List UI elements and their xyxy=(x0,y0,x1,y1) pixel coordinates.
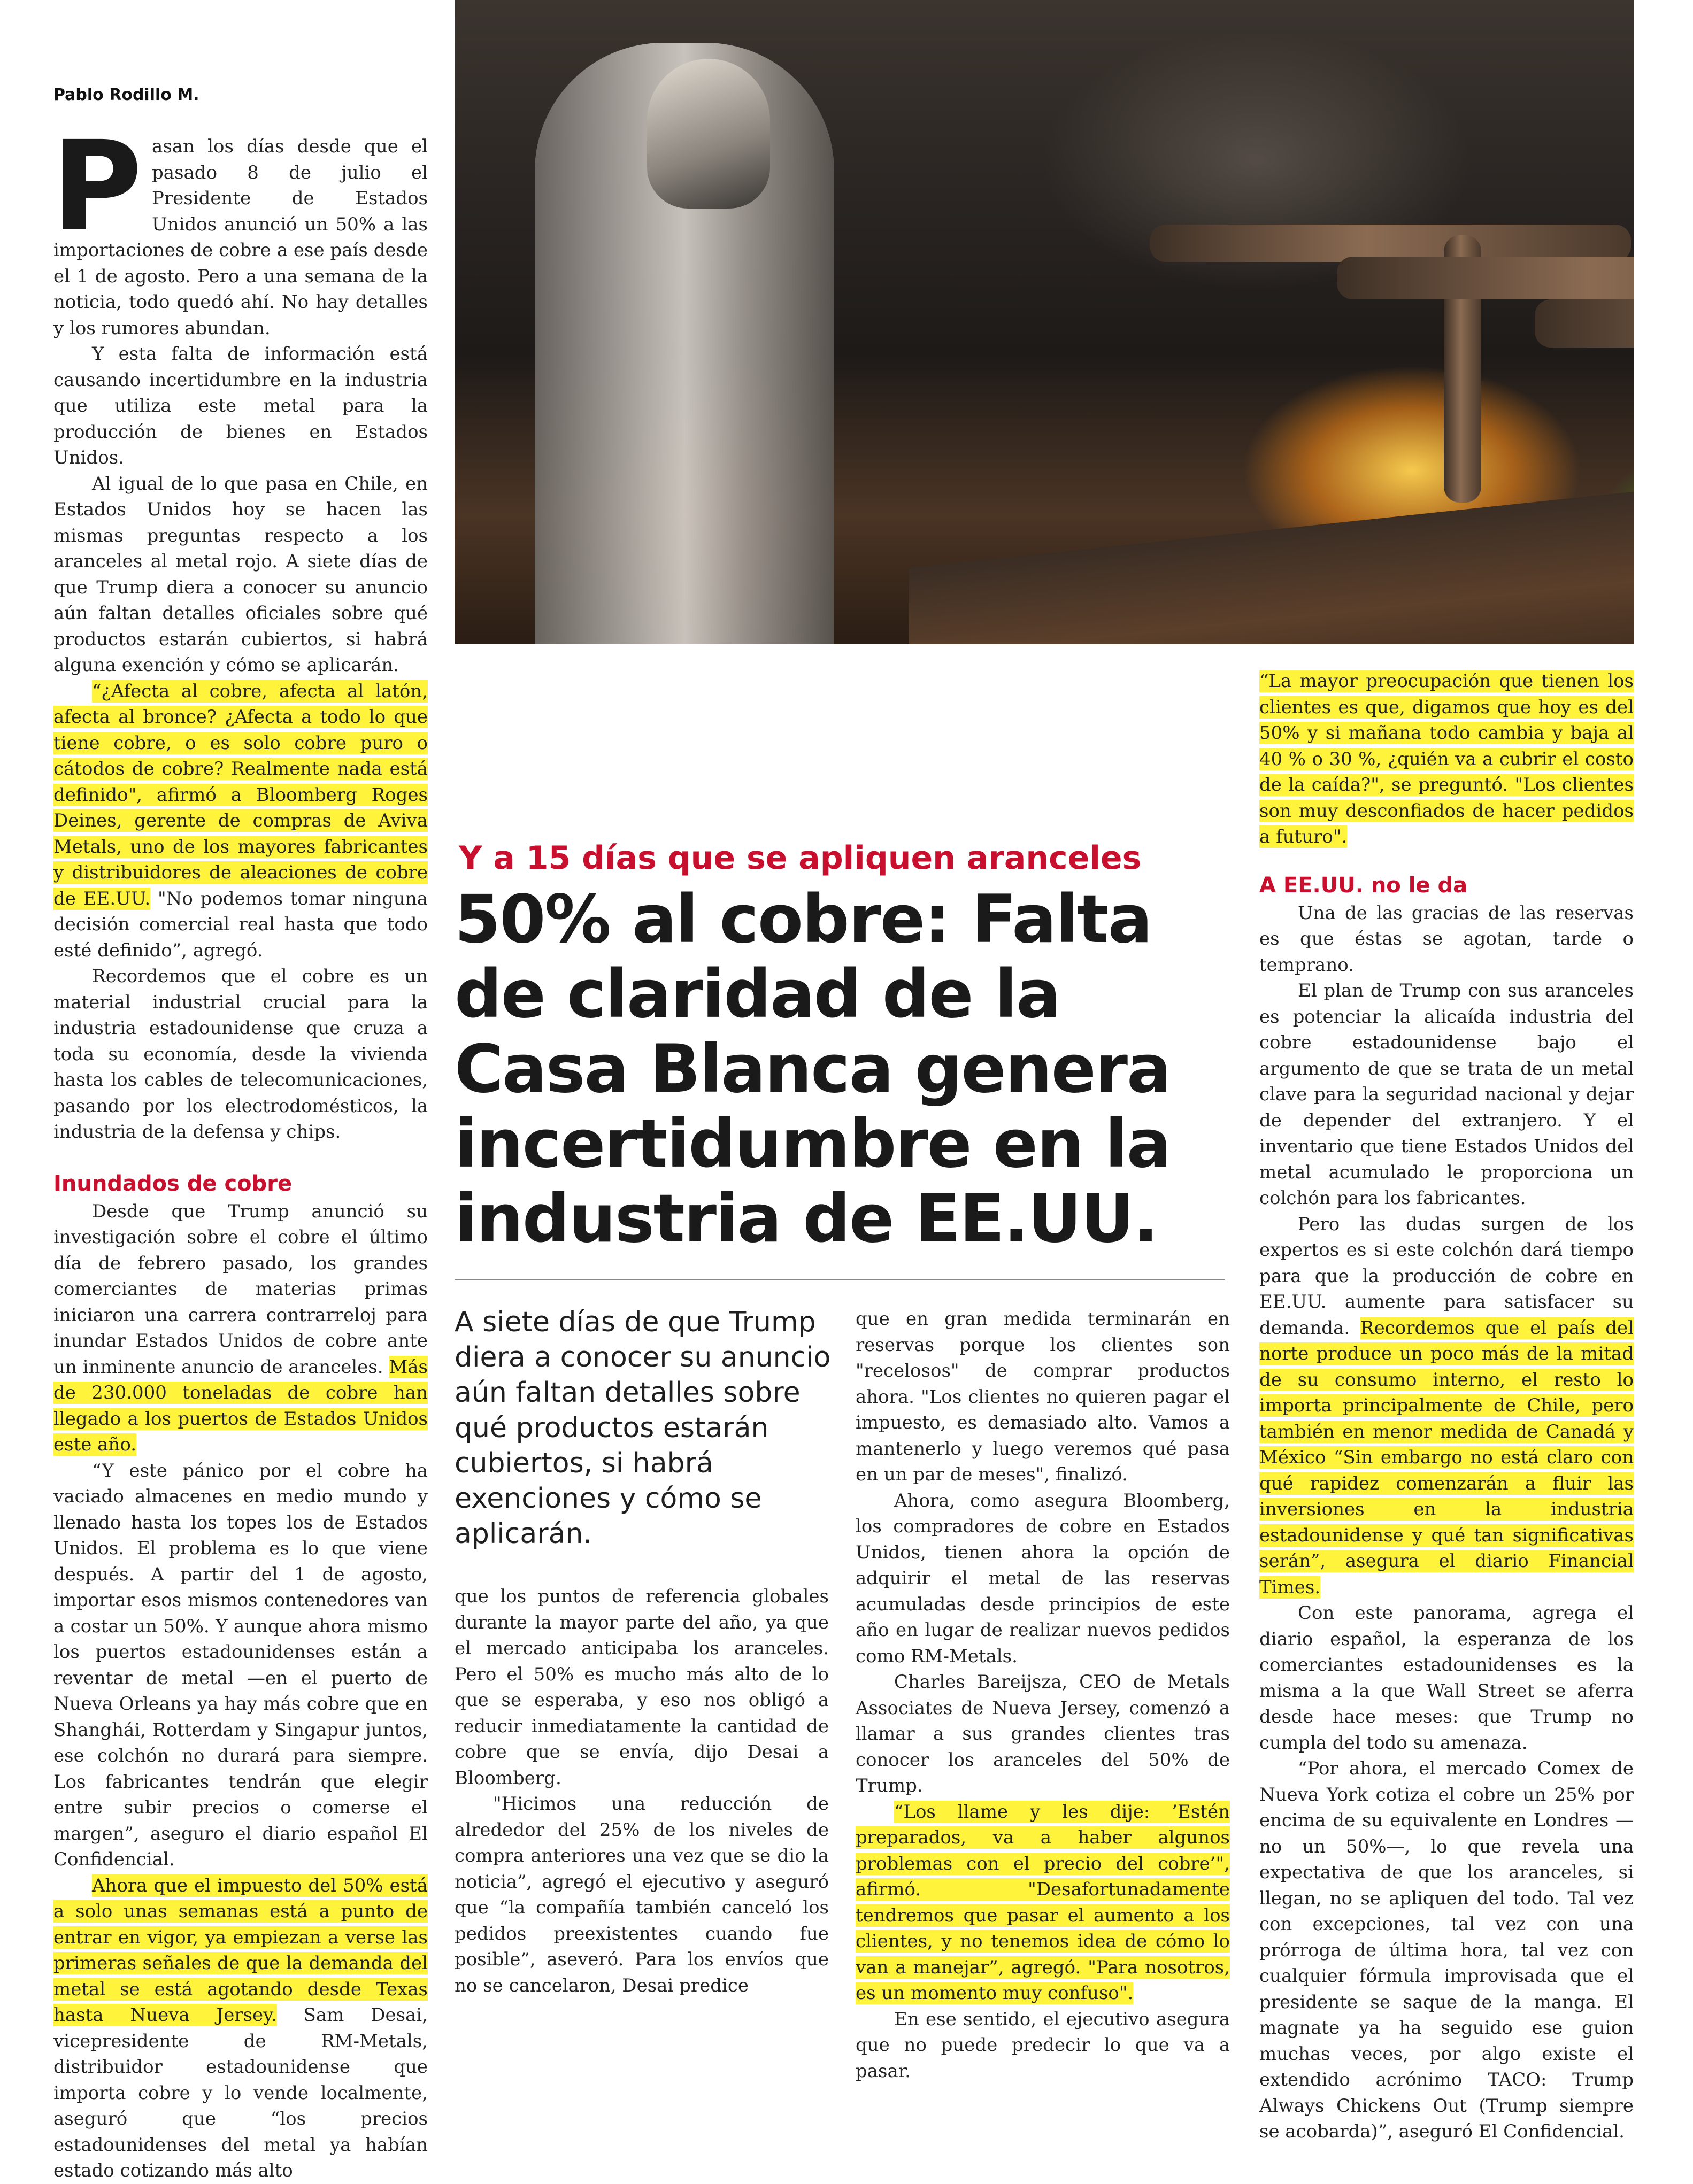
dropcap: P xyxy=(51,114,143,259)
headline: 50% al cobre: Falta de claridad de la Casa Blanca genera incertidumbre en la industria de EE.UU. xyxy=(455,881,1171,1257)
byline: Pablo Rodillo M. xyxy=(53,86,199,104)
main-photo xyxy=(455,0,1634,644)
paragraph: Desde que Trump anunció su investigación sobre el cobre el último día de febrero pasado, los grandes comerciantes de materias primas iniciaron una carrera contrarreloj para inundar Estados Unidos de cobre ante un inminente anuncio de aranceles. Más de 230.000 toneladas de cobre han llegado a los puertos de Estados Unidos este año. xyxy=(53,1200,428,1455)
divider-rule xyxy=(455,1279,1225,1280)
photo-notch xyxy=(1235,644,1634,650)
subheading-inundados: Inundados de cobre xyxy=(53,1171,293,1196)
paragraph: Con este panorama, agrega el diario español, la esperanza de los comerciantes estadounidenses es la misma a la que Wall Street se aferra desde hace meses: que Trump no cumpla del todo su amenaza. xyxy=(1259,1602,1634,1754)
highlighted-quote: “La mayor preocupación que tienen los clientes es que, digamos que hoy es del 50% y si mañana todo cambia y baja al 40 % o 30 %, ¿quién va a cubrir el costo de la caída?", se preguntó. "Los clientes son muy desconfiados de hacer pedidos a futuro". xyxy=(1259,670,1634,847)
column-1 xyxy=(51,114,428,2184)
photo-worker-visor xyxy=(647,59,770,209)
highlighted-quote: “Los llame y les dije: ’Estén preparados, va a haber algunos problemas con el precio del cobre’", afirmó. "Desafortunadamente tendremos que pasar el aumento a los clientes, y no tenemos idea de cómo lo van a manejar”, agregó. "Para nosotros, es un momento muy confuso". xyxy=(856,1801,1230,2004)
highlighted-text: Ahora que el impuesto del 50% está a solo unas semanas está a punto de entrar en vigor, ya empiezan a verse las primeras señales de que la demanda del metal se está agotando desde Texas hasta Nueva Jersey. xyxy=(53,1874,428,2026)
highlighted-text: Más de 230.000 toneladas de cobre han llegado a los puertos de Estados Unidos este año. xyxy=(53,1356,428,1455)
highlighted-text: Recordemos que el país del norte produce un poco más de la mitad de su consumo interno, el resto lo importa principalmente de Chile, pero también en menor medida de Canadá y México “Sin embargo no está claro con qué rapidez comenzarán a fluir las inversiones en la industria estadounidense y qué tan significativas serán”, asegura el diario Financial Times. xyxy=(1259,1317,1634,1598)
photo-furnace-trough xyxy=(909,480,1634,644)
paragraph: "Hicimos una reducción de alrededor del 25% de los niveles de compra anteriores una vez que se dio la noticia”, agregó el ejecutivo y aseguró que “la compañía también canceló los pedidos preexistentes cuando fue posible”, aseveró. Para los envíos que no se cancelaron, Desai predice xyxy=(455,1793,829,1996)
paragraph: Recordemos que el cobre es un material industrial crucial para la industria estadounidense que cruza a toda su economía, desde la vivienda hasta los cables de telecomunicaciones, pasando por los electrodomésticos, la industria de la defensa y chips. xyxy=(53,966,428,1143)
paragraph: que en gran medida terminarán en reservas porque los clientes son "recelosos" de comprar productos ahora. "Los clientes no quieren pagar el impuesto, es demasiado alto. Vamos a mantenerlo y luego veremos qué pasa en un par de meses", finalizó. xyxy=(856,1308,1230,1485)
highlighted-quote: “¿Afecta al cobre, afecta al latón, afecta al bronce? ¿Afecta a todo lo que tiene cobre, o es solo cobre puro o cátodos de cobre? Realmente nada está definido", afirmó a Bloomberg Roges Deines, gerente de compras de Aviva Metals, uno de los mayores fabricantes y distribuidores de aleaciones de cobre de EE.UU. xyxy=(53,680,428,909)
paragraph: Una de las gracias de las reservas es que éstas se agotan, tarde o temprano. xyxy=(1259,902,1634,976)
column-3 xyxy=(856,1306,1230,2084)
photo-pipe xyxy=(1535,299,1634,348)
paragraph: En ese sentido, el ejecutivo asegura que no puede predecir lo que va a pasar. xyxy=(856,2008,1230,2082)
paragraph: Ahora que el impuesto del 50% está a solo unas semanas está a punto de entrar en vigor, ya empiezan a verse las primeras señales de que la demanda del metal se está agotando desde Texas hasta Nueva Jersey. Sam Desai, vicepresidente de RM-Metals, distribuidor estadounidense que importa cobre y lo vende localmente, aseguró que “los precios estadounidenses del metal ya habían estado cotizando más alto xyxy=(53,1874,428,2181)
kicker: Y a 15 días que se apliquen aranceles xyxy=(459,839,1142,877)
paragraph: “Y este pánico por el cobre ha vaciado almacenes en medio mundo y llenado hasta los topes los de Estados Unidos. El problema es lo que viene después. A partir del 1 de agosto, importar esos mismos contenedores van a costar un 50%. Y aunque ahora mismo los puertos estadounidenses están a reventar de metal —en el puerto de Nueva Orleans ya hay más cobre que en Shanghái, Rotterdam y Singapur juntos, ese colchón no durará para siempre. Los fabricantes tendrán que elegir entre subir precios o comerse el margen”, aseguro el diario español El Confidencial. xyxy=(53,1460,428,1870)
paragraph: Ahora, como asegura Bloomberg, los compradores de cobre en Estados Unidos, tienen ahora la opción de adquirir el metal de las reservas acumuladas desde principios de este año en lugar de realizar nuevos pedidos como RM-Metals. xyxy=(856,1490,1230,1667)
paragraph: “¿Afecta al cobre, afecta al latón, afecta al bronce? ¿Afecta a todo lo que tiene cobre, o es solo cobre puro o cátodos de cobre? Realmente nada está definido", afirmó a Bloomberg Roges Deines, gerente de compras de Aviva Metals, uno de los mayores fabricantes y distribuidores de aleaciones de cobre de EE.UU. "No podemos tomar ninguna decisión comercial real hasta que todo esté definido”, agregó. xyxy=(53,680,428,961)
deck: A siete días de que Trump diera a conocer su anuncio aún faltan detalles sobre qué productos estarán cubiertos, si habrá exenciones y cómo se aplicarán. xyxy=(455,1306,831,1550)
paragraph xyxy=(856,1799,1230,2006)
paragraph: Y esta falta de información está causando incertidumbre en la industria que utiliza este metal para la producción de bienes en Estados Unidos. xyxy=(53,343,428,468)
subheading-eeuu: A EE.UU. no le da xyxy=(1259,873,1468,898)
paragraph: El plan de Trump con sus aranceles es potenciar la alicaída industria del cobre estadounidense bajo el argumento de que se trata de un metal clave para la seguridad nacional y dejar de depender del extranjero. Y el inventario que tiene Estados Unidos del metal acumulado le proporciona un colchón para los fabricantes. xyxy=(1259,980,1634,1209)
column-2 xyxy=(455,1584,829,1998)
paragraph: Pero las dudas surgen de los expertos es si este colchón dará tiempo para que la producción de cobre en EE.UU. aumente para satisfacer su demanda. Recordemos que el país del norte produce un poco más de la mitad de su consumo interno, el resto lo importa principalmente de Chile, pero también en menor medida de Canadá y México “Sin embargo no está claro con qué rapidez comenzarán a fluir las inversiones en la industria estadounidense y qué tan significativas serán”, asegura el diario Financial Times. xyxy=(1259,1213,1634,1598)
paragraph xyxy=(1259,668,1634,850)
column-4 xyxy=(1259,668,1634,2145)
paragraph-lead: Pasan los días desde que el pasado 8 de julio el Presidente de Estados Unidos anunció un 50% a las importaciones de cobre a ese país desde el 1 de agosto. Pero a una semana de la noticia, todo quedó ahí. No hay detalles y los rumores abundan. xyxy=(51,114,428,339)
paragraph: Charles Bareijsza, CEO de Metals Associates de Nueva Jersey, comenzó a llamar a sus grandes clientes tras conocer los aranceles del 50% de Trump. xyxy=(856,1671,1230,1796)
paragraph: Al igual de lo que pasa en Chile, en Estados Unidos hoy se hacen las mismas preguntas respecto a los aranceles al metal rojo. A siete días de que Trump diera a conocer su anuncio aún faltan detalles oficiales sobre qué productos estarán cubiertos, si habrá alguna exención y cómo se aplicarán. xyxy=(53,473,428,676)
paragraph: “Por ahora, el mercado Comex de Nueva York cotiza el cobre un 25% por encima de su equivalente en Londres —no un 50%—, lo que revela una expectativa de que los aranceles, si llegan, no se apliquen del todo. Tal vez con excepciones, tal vez con una prórroga de última hora, tal vez con cualquier fórmula improvisada que el presidente se saque de la manga. El magnate ya ha seguido ese guion muchas veces, por algo existe el extendido acrónimo TACO: Trump Always Chickens Out (Trump siempre se acobarda)”, aseguró El Confidencial. xyxy=(1259,1758,1634,2142)
photo-pipe xyxy=(1337,257,1634,299)
paragraph: que los puntos de referencia globales durante la mayor parte del año, ya que el mercado anticipaba los aranceles. Pero el 50% es mucho más alto de lo que se esperaba, y eso nos obligó a reducir inmediatamente la cantidad de cobre que se envía, dijo Desai a Bloomberg. xyxy=(455,1586,829,1789)
